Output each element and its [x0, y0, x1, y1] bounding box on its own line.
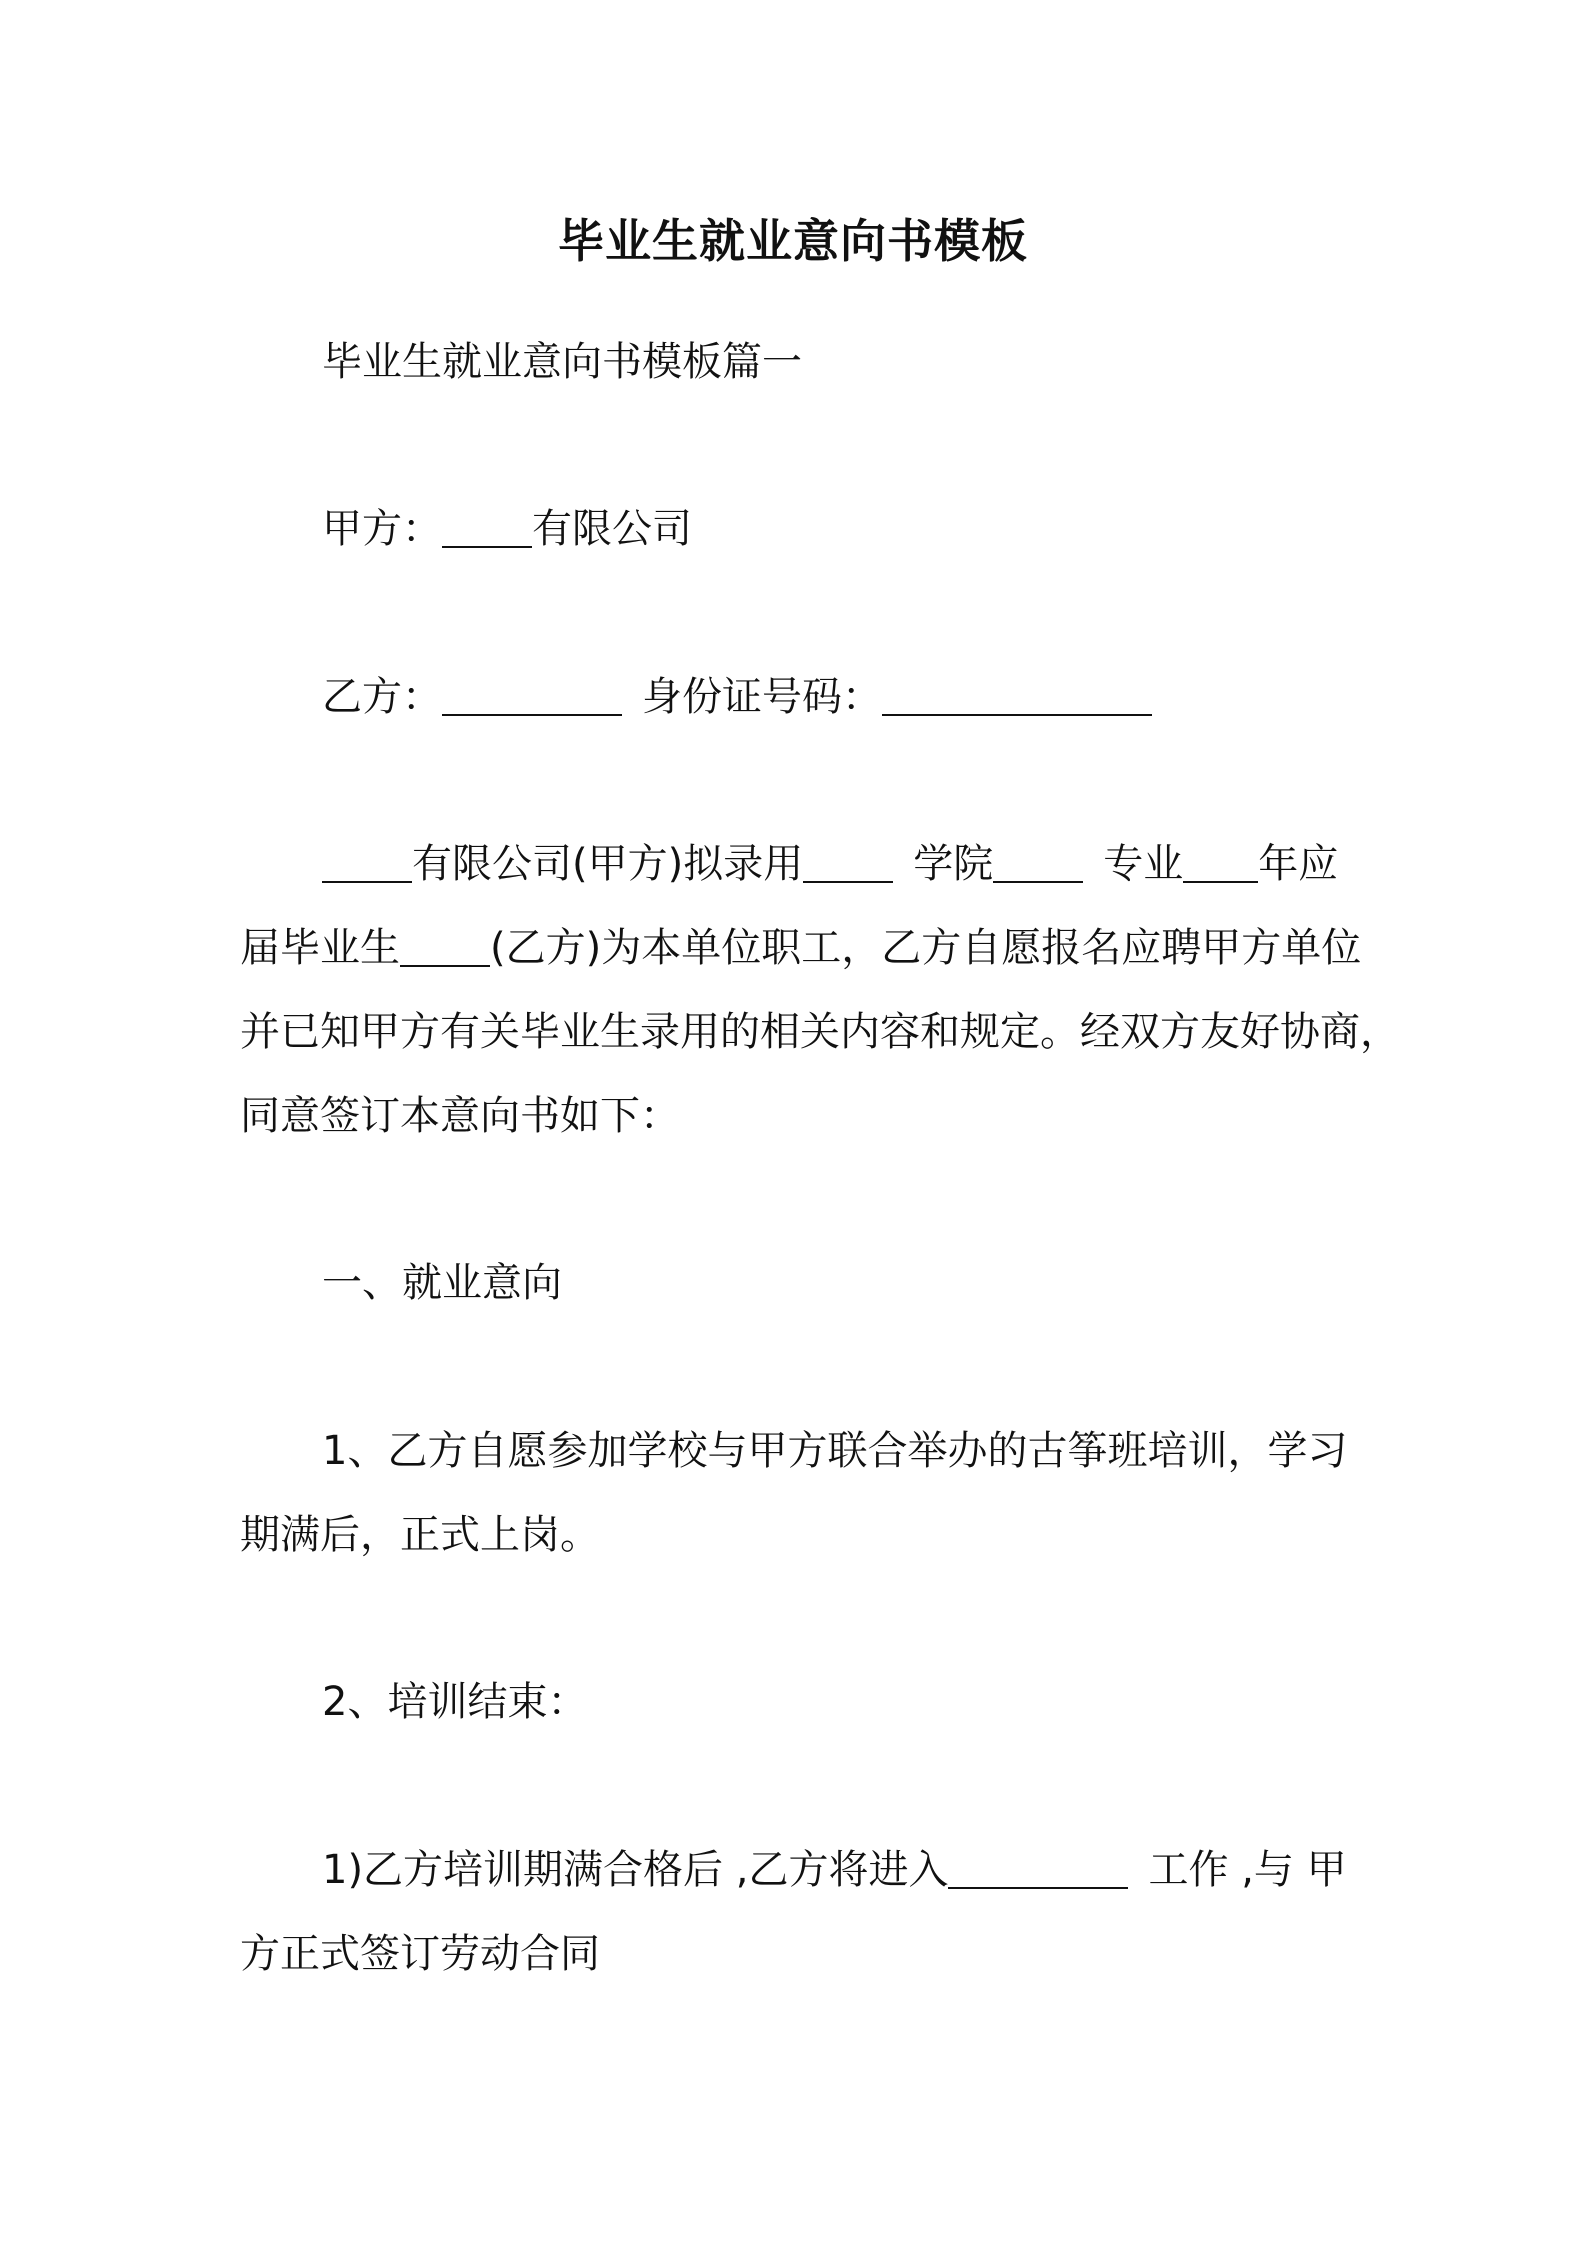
item-1-line-1 [240, 1409, 1442, 1493]
sub-item-1-line-1 [240, 1828, 1442, 1912]
item-1-text-1: 1、乙方自愿参加学校与甲方联合举办的古筝班培训，学习 [322, 1428, 1348, 1474]
intro-line-4 [240, 1074, 1360, 1158]
document-title: 毕业生就业意向书模板 [558, 214, 1028, 268]
party-a-line [240, 487, 1442, 571]
sub-item-1-text-a: 1)乙方培训期满合格后 ,乙方将进入 [322, 1847, 949, 1893]
subtitle-text: 毕业生就业意向书模板篇一 [322, 339, 802, 385]
document-subtitle [240, 320, 1442, 404]
sub-item-1-line-2 [240, 1912, 1360, 1996]
intro-line-1 [240, 822, 1442, 906]
intro-text-1: 有限公司(甲方)拟录用 [412, 841, 804, 887]
item-1-line-2 [240, 1493, 1360, 1577]
party-b-line [240, 655, 1442, 739]
party-b-label: 乙方： [322, 674, 442, 720]
party-b-name-blank [442, 674, 622, 716]
year-blank [1183, 841, 1258, 883]
section-1-heading-text: 一、就业意向 [322, 1260, 562, 1306]
section-1-heading [240, 1241, 1442, 1325]
intro-text-5: 届毕业生 [240, 925, 400, 971]
graduate-blank [400, 925, 490, 967]
intro-text-2: 学院 [913, 841, 994, 887]
item-2-text: 2、培训结束： [322, 1679, 588, 1725]
company-blank [322, 841, 412, 883]
intro-line-2 [240, 906, 1360, 990]
intro-text-7: 并已知甲方有关毕业生录用的相关内容和规定。经双方友好协商， [240, 1009, 1400, 1055]
sub-item-1-text-b: 工作 ,与 甲 [1148, 1847, 1347, 1893]
work-place-blank [948, 1847, 1128, 1889]
sub-item-1-text-2: 方正式签订劳动合同 [240, 1931, 600, 1977]
intro-line-3 [240, 990, 1400, 1074]
party-a-blank [442, 506, 532, 548]
college-blank [803, 841, 893, 883]
item-1-text-2: 期满后，正式上岗。 [240, 1512, 600, 1558]
party-a-suffix: 有限公司 [532, 506, 692, 552]
item-2-line [240, 1660, 1442, 1744]
party-b-id-blank [882, 674, 1152, 716]
major-blank [993, 841, 1083, 883]
party-a-label: 甲方： [322, 506, 442, 552]
intro-text-3: 专业 [1103, 841, 1184, 887]
intro-text-4: 年应 [1258, 841, 1339, 887]
intro-text-8: 同意签订本意向书如下： [240, 1093, 680, 1139]
party-b-id-label: 身份证号码： [642, 674, 882, 720]
intro-text-6: (乙方)为本单位职工，乙方自愿报名应聘甲方单位 [490, 925, 1362, 971]
